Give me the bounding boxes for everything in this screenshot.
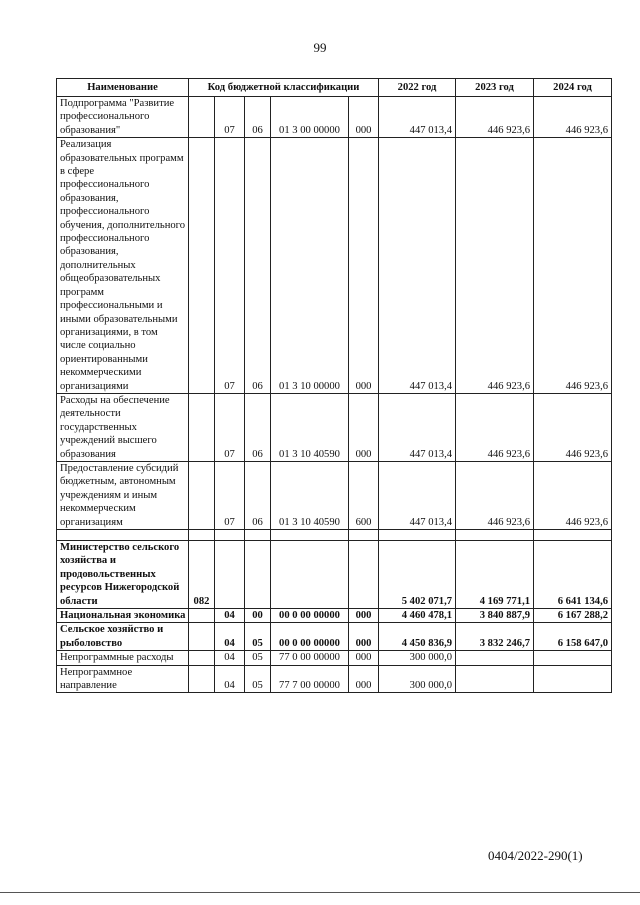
row-amount-2024: 446 923,6 (534, 461, 612, 529)
row-amount-2023: 4 169 771,1 (456, 541, 534, 609)
spacer-cell (456, 530, 534, 541)
spacer-cell (379, 530, 456, 541)
table-row (57, 665, 612, 693)
row-expense-type: 000 (349, 651, 379, 665)
row-ministry-code (189, 651, 215, 665)
row-subsection: 05 (245, 623, 271, 651)
row-target-article: 00 0 00 00000 (271, 609, 349, 623)
row-name: Непрограммные расходы (57, 651, 189, 665)
row-section: 07 (215, 138, 245, 394)
row-amount-2023: 446 923,6 (456, 97, 534, 138)
row-amount-2022: 447 013,4 (379, 461, 456, 529)
row-target-article: 01 3 00 00000 (271, 97, 349, 138)
row-ministry-code (189, 665, 215, 693)
row-amount-2024: 6 158 647,0 (534, 623, 612, 651)
row-section: 04 (215, 665, 245, 693)
row-amount-2023 (456, 665, 534, 693)
row-ministry-code: 082 (189, 541, 215, 609)
row-name: Министерство сельского хозяйства и продовольственных ресурсов Нижегородской области (57, 541, 189, 609)
header-2024: 2024 год (534, 79, 612, 97)
row-amount-2023: 446 923,6 (456, 138, 534, 394)
spacer-cell (349, 530, 379, 541)
table-row (57, 623, 612, 651)
table-row (57, 609, 612, 623)
header-code: Код бюджетной классификации (189, 79, 379, 97)
row-section: 07 (215, 393, 245, 461)
table-body (57, 97, 612, 693)
row-target-article: 01 3 10 40590 (271, 461, 349, 529)
row-amount-2023: 446 923,6 (456, 461, 534, 529)
row-amount-2022: 447 013,4 (379, 97, 456, 138)
row-target-article (271, 541, 349, 609)
row-subsection: 05 (245, 651, 271, 665)
row-subsection: 06 (245, 138, 271, 394)
row-section: 07 (215, 461, 245, 529)
row-ministry-code (189, 461, 215, 529)
row-target-article: 77 7 00 00000 (271, 665, 349, 693)
row-amount-2024 (534, 665, 612, 693)
row-amount-2024: 446 923,6 (534, 97, 612, 138)
row-section: 04 (215, 609, 245, 623)
row-name: Реализация образовательных программ в сфере профессионального образования, профессионального обучения, дополнительного профессионального образования, дополнительных общеобразовательных программ профессиональными и иными образовательными организациями, в том числе социально ориентированными некоммерческими организациями (57, 138, 189, 394)
row-expense-type: 600 (349, 461, 379, 529)
row-amount-2022: 300 000,0 (379, 665, 456, 693)
document-code: 0404/2022-290(1) (488, 848, 583, 863)
row-amount-2023: 446 923,6 (456, 393, 534, 461)
row-subsection: 06 (245, 393, 271, 461)
table-header-row (57, 79, 612, 97)
row-subsection: 05 (245, 665, 271, 693)
table-spacer-row (57, 530, 612, 541)
row-name: Сельское хозяйство и рыболовство (57, 623, 189, 651)
row-ministry-code (189, 623, 215, 651)
row-expense-type: 000 (349, 623, 379, 651)
row-ministry-code (189, 138, 215, 394)
row-subsection: 00 (245, 609, 271, 623)
row-expense-type (349, 541, 379, 609)
spacer-cell (534, 530, 612, 541)
header-2023: 2023 год (456, 79, 534, 97)
spacer-cell (215, 530, 245, 541)
row-target-article: 77 0 00 00000 (271, 651, 349, 665)
row-amount-2024: 6 167 288,2 (534, 609, 612, 623)
spacer-cell (245, 530, 271, 541)
bottom-rule (0, 892, 640, 893)
budget-table (56, 78, 612, 693)
row-target-article: 01 3 10 00000 (271, 138, 349, 394)
table-row (57, 461, 612, 529)
row-name: Расходы на обеспечение деятельности государственных учреждений высшего образования (57, 393, 189, 461)
header-name: Наименование (57, 79, 189, 97)
spacer-cell (57, 530, 189, 541)
row-section: 04 (215, 651, 245, 665)
row-target-article: 00 0 00 00000 (271, 623, 349, 651)
row-section: 07 (215, 97, 245, 138)
row-amount-2023 (456, 651, 534, 665)
row-name: Непрограммное направление (57, 665, 189, 693)
row-amount-2022: 447 013,4 (379, 138, 456, 394)
row-subsection: 06 (245, 97, 271, 138)
table-row (57, 541, 612, 609)
spacer-cell (189, 530, 215, 541)
row-name: Национальная экономика (57, 609, 189, 623)
row-amount-2022: 4 450 836,9 (379, 623, 456, 651)
row-amount-2024: 6 641 134,6 (534, 541, 612, 609)
row-expense-type: 000 (349, 665, 379, 693)
table-row (57, 393, 612, 461)
spacer-cell (271, 530, 349, 541)
row-expense-type: 000 (349, 138, 379, 394)
row-expense-type: 000 (349, 393, 379, 461)
page-number: 99 (313, 40, 327, 55)
row-target-article: 01 3 10 40590 (271, 393, 349, 461)
row-section: 04 (215, 623, 245, 651)
row-amount-2022: 300 000,0 (379, 651, 456, 665)
row-subsection (245, 541, 271, 609)
table-row (57, 138, 612, 394)
row-ministry-code (189, 393, 215, 461)
row-section (215, 541, 245, 609)
table-row (57, 97, 612, 138)
row-amount-2024 (534, 651, 612, 665)
row-amount-2022: 5 402 071,7 (379, 541, 456, 609)
header-2022: 2022 год (379, 79, 456, 97)
row-amount-2023: 3 840 887,9 (456, 609, 534, 623)
row-amount-2024: 446 923,6 (534, 393, 612, 461)
row-amount-2024: 446 923,6 (534, 138, 612, 394)
row-amount-2022: 4 460 478,1 (379, 609, 456, 623)
row-name: Подпрограмма "Развитие профессионального образования" (57, 97, 189, 138)
table-row (57, 651, 612, 665)
row-expense-type: 000 (349, 609, 379, 623)
row-name: Предоставление субсидий бюджетным, автономным учреждениям и иным некоммерческим организациям (57, 461, 189, 529)
row-expense-type: 000 (349, 97, 379, 138)
row-amount-2023: 3 832 246,7 (456, 623, 534, 651)
row-ministry-code (189, 97, 215, 138)
row-subsection: 06 (245, 461, 271, 529)
row-amount-2022: 447 013,4 (379, 393, 456, 461)
row-ministry-code (189, 609, 215, 623)
